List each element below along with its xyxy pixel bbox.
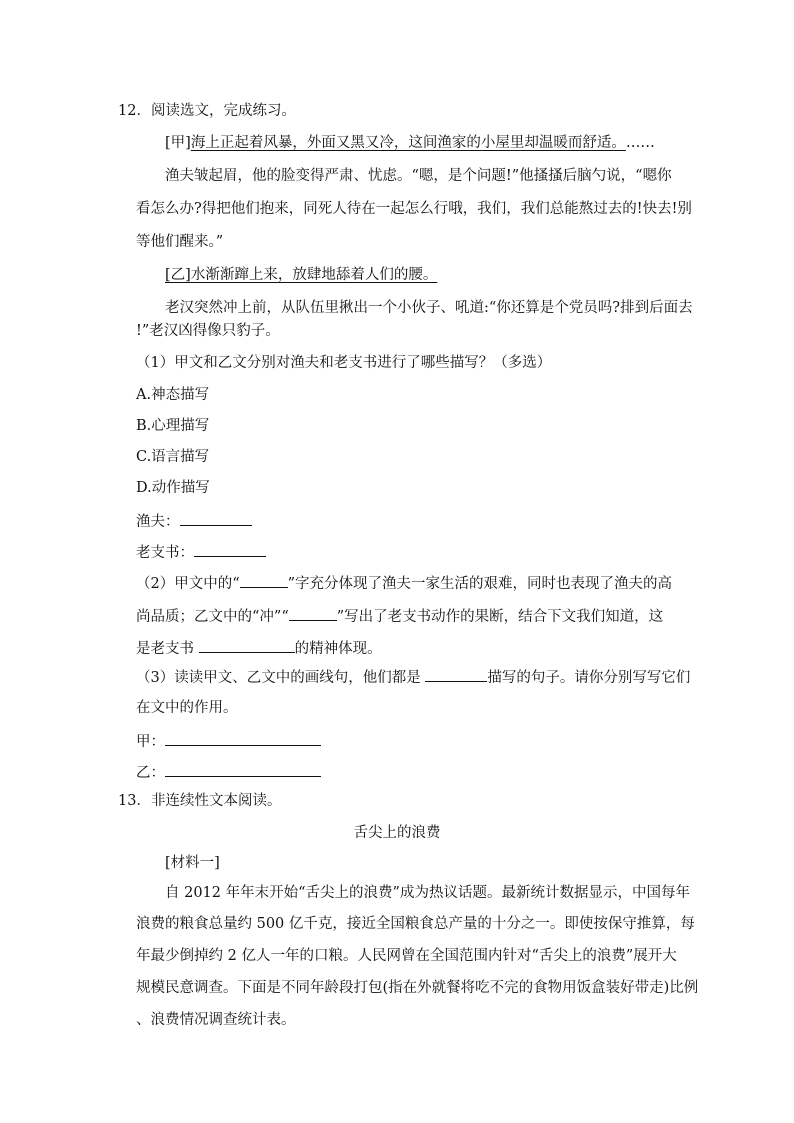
sub2-text-a: （2）甲文中的“ — [136, 576, 240, 592]
option-a: A.神态描写 — [136, 387, 210, 403]
para2-line2: !”老汉凶得像只豹子。 — [136, 323, 280, 339]
sub2-text-c: 尚品质；乙文中的“冲”“ — [136, 609, 289, 625]
jia-answer-row — [136, 730, 321, 752]
material-1-line2: 浪费的粮食总量约 500 亿千克，接近全国粮食总产量的十分之一。即使按保守推算，每 — [136, 916, 695, 932]
jia-excerpt-line — [165, 133, 655, 153]
material-1-line3: 年最少倒掉约 2 亿人一年的口粮。人民网曾在全国范围内针对“舌尖上的浪费”展开大 — [136, 948, 677, 964]
laozhishu-answer-blank[interactable] — [194, 541, 266, 557]
sub2-text-b: ”字充分体现了渔夫一家生活的艰难，同时也表现了渔夫的高 — [287, 576, 673, 592]
sub2-text-f: 的精神体现。 — [294, 641, 382, 657]
yi-answer-blank[interactable] — [165, 761, 321, 777]
jia-answer-blank[interactable] — [165, 730, 321, 746]
jia-underlined-sentence: 海上正起着风暴，外面又黑又冷，这间渔家的小屋里却温暖而舒适。 — [190, 135, 626, 151]
sub2-blank-2[interactable] — [289, 605, 337, 621]
material-1-line1: 自 2012 年年末开始“舌尖上的浪费”成为热议话题。最新统计数据显示，中国每年 — [165, 885, 690, 901]
yufu-label: 渔夫： — [136, 514, 180, 530]
laozhishu-label: 老支书： — [136, 545, 194, 561]
material-1-tag: [材料一] — [165, 855, 220, 871]
yi-excerpt-line — [165, 265, 437, 285]
para1-line3: 等他们醒来。” — [136, 234, 224, 250]
option-b: B.心理描写 — [136, 418, 210, 434]
sub2-blank-1[interactable] — [240, 572, 288, 588]
yi-answer-row — [136, 761, 321, 783]
sub3-blank[interactable] — [425, 666, 487, 682]
sub-question-3-line1 — [136, 666, 690, 688]
laozhishu-answer-row — [136, 541, 266, 563]
sub3-text-a: （3）读读甲文、乙文中的画线句，他们都是 — [136, 670, 426, 686]
sub2-text-e: 是老支书 — [136, 641, 199, 657]
sub2-blank-3[interactable] — [199, 637, 295, 653]
yi-tag: [乙] — [165, 267, 191, 283]
yufu-answer-row — [136, 510, 252, 532]
yi-underlined-sentence: 水渐渐蹿上来，放肆地舔着人们的腰。 — [190, 267, 438, 283]
option-d: D.动作描写 — [136, 480, 210, 496]
jia-answer-label: 甲： — [136, 734, 165, 750]
para1-line1: 渔夫皱起眉，他的脸变得严肃、忧虑。“嗯，是个问题!”他搔搔后脑勺说，“嗯你 — [165, 168, 672, 184]
para1-line2: 看怎么办?得把他们抱来，同死人待在一起怎么行哦，我们，我们总能熬过去的!快去!别 — [136, 201, 692, 217]
sub2-text-d: ”写出了老支书动作的果断，结合下文我们知道，这 — [336, 609, 664, 625]
material-1-line4: 规模民意调查。下面是不同年龄段打包(指在外就餐将吃不完的食物用饭盒装好带走)比例 — [136, 980, 699, 996]
sub-question-1: （1）甲文和乙文分别对渔夫和老支书进行了哪些描写？（多选） — [136, 355, 552, 371]
sub3-text-b: 描写的句子。请你分别写写它们 — [487, 670, 691, 686]
para2-line1: 老汉突然冲上前，从队伍里揪出一个小伙子、吼道:“你还算是个党员吗?排到后面去 — [165, 300, 693, 316]
option-c: C.语言描写 — [136, 449, 210, 465]
sub-question-2-line1 — [136, 572, 672, 594]
sub-question-2-line3 — [136, 637, 382, 659]
sub-question-3-line2: 在文中的作用。 — [136, 700, 238, 716]
yufu-answer-blank[interactable] — [180, 510, 252, 526]
article-title: 舌尖上的浪费 — [353, 825, 441, 841]
jia-ellipsis: …… — [625, 135, 655, 151]
jia-tag: [甲] — [165, 135, 191, 151]
sub-question-2-line2 — [136, 605, 663, 627]
yi-answer-label: 乙： — [136, 765, 165, 781]
q12-header: 12．阅读选文，完成练习。 — [118, 103, 296, 119]
material-1-line5: 、浪费情况调查统计表。 — [136, 1012, 296, 1028]
q13-header: 13．非连续性文本阅读。 — [118, 793, 282, 809]
